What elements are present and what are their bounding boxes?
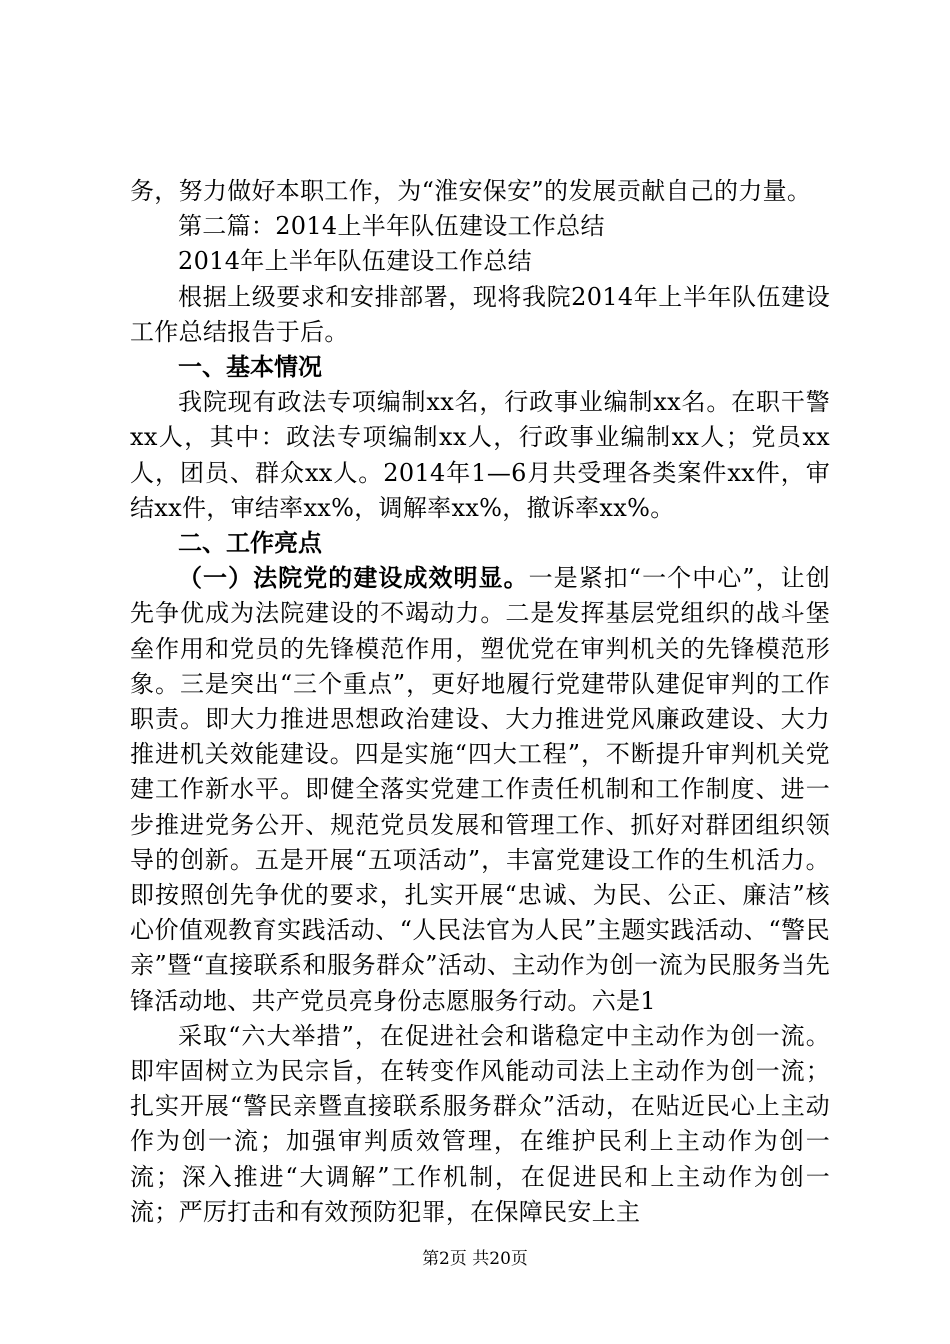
heading-basic-situation: 一、基本情况 <box>178 353 322 382</box>
heading-work-highlights: 二、工作亮点 <box>178 529 322 558</box>
six-measures-paragraph: 采取“六大举措”，在促进社会和谐稳定中主动作为创一流。即牢固树立为民宗旨，在转变作风能动司法上主动作为创一流；扎实开展“警民亲暨直接联系服务群众”活动，在贴近民心上主动作为创一流；加强审判质效管理，在维护民利上主动作为创一流；深入推进“大调解”工作机制，在促进民和上主动作为创一流；严厉打击和有效预防犯罪，在保障民安上主 <box>130 1021 830 1226</box>
document-subtitle: 2014年上半年队伍建设工作总结 <box>178 247 532 276</box>
page-number: 第2页 共20页 <box>422 1249 528 1269</box>
section-title: 第二篇：2014上半年队伍建设工作总结 <box>178 212 605 241</box>
document-body <box>130 174 830 1230</box>
party-building-body: 一是紧扣“一个中心”，让创先争优成为法院建设的不竭动力。二是发挥基层党组织的战斗堡垒作用和党员的先锋模范作用，塑优党在审判机关的先锋模范形象。三是突出“三个重点”，更好地履行党建带队建促审判的工作职责。即大力推进思想政治建设、大力推进党风廉政建设、大力推进机关效能建设。四是实施“四大工程”，不断提升审判机关党建工作新水平。即健全落实党建工作责任机制和工作制度、进一步推进党务公开、规范党员发展和管理工作、抓好对群团组织领导的创新。五是开展“五项活动”，丰富党建设工作的生机活力。即按照创先争优的要求，扎实开展“忠诚、为民、公正、廉洁”核心价值观教育实践活动、“人民法官为人民”主题实践活动、“警民亲”暨“直接联系和服务群众”活动、主动作为创一流为民服务当先锋活动地、共产党员亮身份志愿服务行动。六是1 <box>130 564 830 1015</box>
intro-paragraph: 根据上级要求和安排部署，现将我院2014年上半年队伍建设工作总结报告于后。 <box>130 282 830 346</box>
party-building-lead: （一）法院党的建设成效明显。 <box>178 564 529 593</box>
paragraph-continuation: 务，努力做好本职工作，为“淮安保安”的发展贡献自己的力量。 <box>130 177 812 205</box>
party-building-paragraph <box>130 561 830 1019</box>
basic-situation-paragraph: 我院现有政法专项编制xx名，行政事业编制xx名。在职干警xx人，其中：政法专项编制xx人，行政事业编制xx人；党员xx人，团员、群众xx人。2014年1—6月共受理各类案件xx件，审结xx件，审结率xx%，调解率xx%，撤诉率xx%。 <box>130 388 830 522</box>
